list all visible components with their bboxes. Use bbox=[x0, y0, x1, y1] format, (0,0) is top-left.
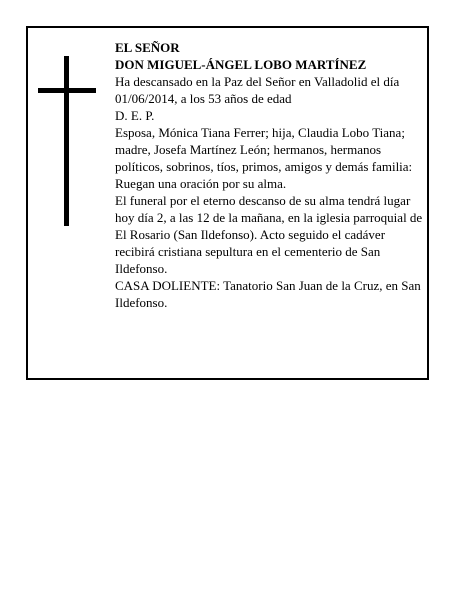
funeral-details: El funeral por el eterno descanso de su alma tendrá lugar hoy día 2, a las 12 de la mañana, en la iglesia parroquial de El Rosario (San Ildefonso). Acto seguido el cadáver recibirá cristiana sepultura en el cementerio de San Ildefonso. bbox=[115, 193, 423, 276]
title-line-1: EL SEÑOR bbox=[115, 40, 180, 55]
dep-abbreviation: D. E. P. bbox=[115, 108, 155, 123]
cross-icon bbox=[38, 56, 98, 226]
deceased-name: DON MIGUEL-ÁNGEL LOBO MARTÍNEZ bbox=[115, 57, 367, 72]
obituary-notice bbox=[26, 26, 429, 380]
rest-statement: Ha descansado en la Paz del Señor en Valladolid el día 01/06/2014, a los 53 años de edad bbox=[115, 74, 400, 106]
cross-horizontal-bar bbox=[38, 88, 96, 93]
mourning-house: CASA DOLIENTE: Tanatorio San Juan de la Cruz, en San Ildefonso. bbox=[115, 278, 421, 310]
notice-text bbox=[115, 39, 425, 311]
cross-vertical-bar bbox=[64, 56, 69, 226]
family-list: Esposa, Mónica Tiana Ferrer; hija, Claudia Lobo Tiana; madre, Josefa Martínez León; hermanos, hermanos políticos, sobrinos, tíos, primos, amigos y demás familia: bbox=[115, 125, 413, 174]
prayer-request: Ruegan una oración por su alma. bbox=[115, 176, 287, 191]
